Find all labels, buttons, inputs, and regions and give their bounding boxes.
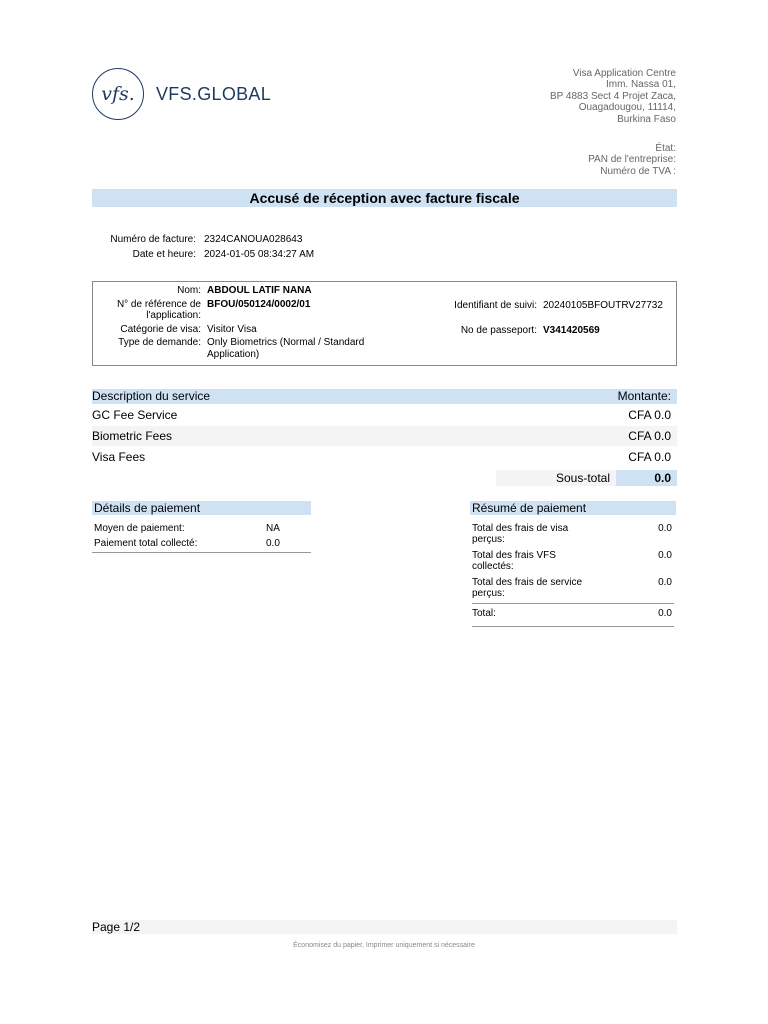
subtotal-row bbox=[92, 470, 677, 486]
divider bbox=[92, 552, 311, 553]
table-row bbox=[92, 447, 677, 467]
document-title: Accusé de réception avec facture fiscale bbox=[92, 189, 677, 207]
ref-label: N° de référence de l'application: bbox=[116, 298, 201, 321]
tracking-label: Identifiant de suivi: bbox=[454, 300, 537, 311]
vfs-logo-text: VFS.GLOBAL bbox=[156, 83, 272, 104]
request-type: Only Biometrics (Normal / Standard Application) bbox=[207, 337, 365, 360]
service-amount-header: Montante: bbox=[617, 389, 671, 403]
service-name: Visa Fees bbox=[92, 450, 146, 464]
service-amount: CFA 0.0 bbox=[628, 429, 671, 443]
payment-summary-header: Résumé de paiement bbox=[470, 501, 676, 515]
service-name: GC Fee Service bbox=[92, 408, 178, 422]
subtotal-label: Sous-total bbox=[496, 470, 616, 486]
invoice-number-label: Numéro de facture: bbox=[110, 234, 196, 245]
summary-label: Total des frais de service perçus: bbox=[472, 577, 583, 599]
payment-summary bbox=[470, 501, 676, 627]
vfs-logo-mark: vfs. bbox=[92, 68, 144, 120]
service-desc-header: Description du service bbox=[92, 389, 211, 403]
summary-total: 0.0 bbox=[658, 608, 672, 619]
services-table bbox=[92, 389, 677, 467]
tax-state-label: État: bbox=[655, 143, 676, 154]
summary-value: 0.0 bbox=[658, 577, 672, 588]
applicant-name: ABDOUL LATIF NANA bbox=[207, 285, 312, 296]
application-ref: BFOU/050124/0002/01 bbox=[207, 298, 311, 310]
address-line: Imm. Nassa 01, bbox=[605, 79, 676, 91]
tax-info bbox=[588, 143, 676, 177]
centre-address bbox=[550, 68, 676, 125]
tax-vat-label: Numéro de TVA : bbox=[600, 165, 676, 177]
name-label: Nom: bbox=[177, 285, 201, 296]
table-row bbox=[92, 405, 677, 425]
address-line: BP 4883 Sect 4 Projet Zaca, bbox=[549, 90, 676, 102]
page-number: Page 1/2 bbox=[92, 920, 677, 934]
summary-value: 0.0 bbox=[658, 523, 672, 534]
payment-collected-label: Paiement total collecté: bbox=[94, 538, 198, 549]
summary-total-label: Total: bbox=[472, 608, 496, 619]
table-row bbox=[92, 426, 677, 446]
service-amount: CFA 0.0 bbox=[628, 450, 671, 464]
divider bbox=[472, 626, 674, 627]
payment-method-label: Moyen de paiement: bbox=[94, 523, 185, 534]
address-line: Visa Application Centre bbox=[572, 68, 676, 79]
payment-details-header: Détails de paiement bbox=[92, 501, 311, 515]
service-name: Biometric Fees bbox=[92, 429, 173, 443]
tax-pan-label: PAN de l'entreprise: bbox=[588, 154, 676, 166]
invoice-date: 2024-01-05 08:34:27 AM bbox=[204, 249, 315, 260]
payment-method: NA bbox=[266, 523, 280, 534]
subtotal-value: 0.0 bbox=[616, 470, 677, 486]
summary-value: 0.0 bbox=[658, 550, 672, 561]
footer-note: Économisez du papier, Imprimer uniquement si nécessaire bbox=[293, 942, 475, 949]
service-amount: CFA 0.0 bbox=[628, 408, 671, 422]
invoice-date-label: Date et heure: bbox=[132, 249, 196, 260]
passport-number: V341420569 bbox=[543, 325, 600, 336]
address-line: Ouagadougou, 11114, bbox=[578, 102, 676, 114]
request-label: Type de demande: bbox=[118, 337, 201, 348]
address-line: Burkina Faso bbox=[617, 113, 676, 125]
services-header bbox=[92, 389, 677, 404]
applicant-box bbox=[92, 281, 677, 366]
invoice-meta bbox=[92, 233, 314, 263]
passport-label: No de passeport: bbox=[460, 325, 537, 336]
tracking-id: 20240105BFOUTRV27732 bbox=[543, 300, 663, 311]
invoice-number: 2324CANOUA028643 bbox=[204, 234, 303, 245]
category-label: Catégorie de visa: bbox=[120, 323, 201, 335]
summary-label: Total des frais de visa perçus: bbox=[472, 523, 569, 545]
payment-collected: 0.0 bbox=[266, 538, 280, 549]
payment-details bbox=[92, 501, 311, 553]
vfs-logo bbox=[92, 68, 271, 120]
visa-category: Visitor Visa bbox=[207, 323, 257, 335]
summary-label: Total des frais VFS collectés: bbox=[472, 550, 556, 572]
